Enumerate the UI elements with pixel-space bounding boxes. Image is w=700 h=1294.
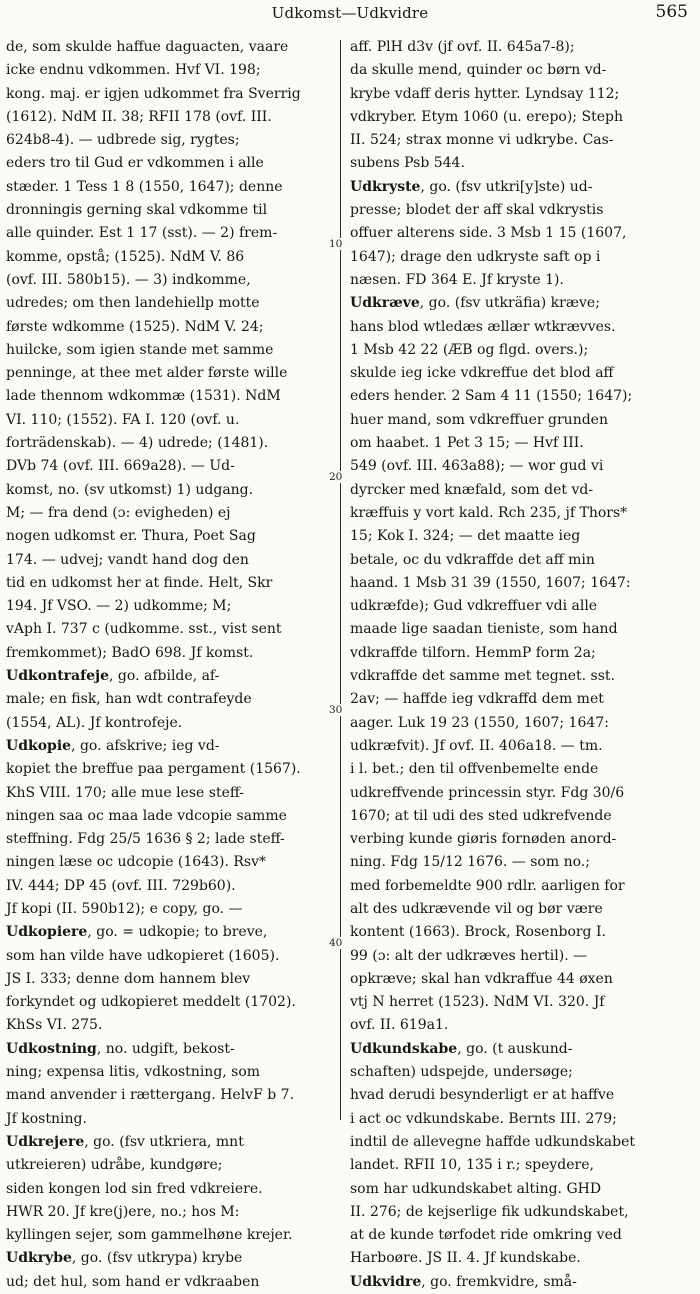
text-line: nogen udkomst er. Thura, Poet Sag	[6, 528, 256, 545]
text-line: fremkommet); BadO 698. Jf komst.	[6, 644, 254, 661]
column-divider	[340, 40, 341, 1120]
text-line: VI. 110; (1552). FA I. 120 (ovf. u.	[6, 411, 240, 428]
text-line: hvad derudi besynderligt er at haffve	[350, 1087, 615, 1104]
text-line: vdkryber. Etym 1060 (u. erepo); Steph	[350, 108, 623, 125]
text-line: Udkrybe, go. (fsv utkrypa) krybe	[6, 1250, 243, 1267]
text-line: M; — fra dend (ɔ: evigheden) ej	[6, 504, 231, 521]
text-line: stæder. 1 Tess 1 8 (1550, 1647); denne	[6, 178, 283, 195]
text-line: 194. Jf VSO. — 2) udkomme; M;	[6, 598, 232, 615]
text-line: komst, no. (sv utkomst) 1) udgang.	[6, 481, 254, 498]
text-line: 99 (ɔ: alt der udkræves hertil). —	[350, 947, 588, 964]
text-line: med forbemeldte 900 rdlr. aarligen for	[350, 877, 625, 894]
text-line: alle quinder. Est 1 17 (sst). — 2) frem-	[6, 225, 278, 242]
text-line: kontent (1663). Brock, Rosenborg I.	[350, 924, 606, 941]
headword: Udkryste	[350, 178, 421, 195]
text-line: (1612). NdM II. 38; RFII 178 (ovf. III.	[6, 108, 272, 125]
left-column	[6, 36, 332, 1290]
text-line: II. 276; de kejserlige fik udkundskabet,	[350, 1203, 629, 1220]
text-line: 624b8-4). — udbrede sig, rygtes;	[6, 132, 240, 149]
text-line: huilcke, som igien stande met samme	[6, 341, 274, 358]
text-line: dronningis gerning skal vdkomme til	[6, 202, 268, 219]
text-line: i l. bet.; den til offvenbemelte ende	[350, 761, 599, 778]
text-line: Jf kostning.	[6, 1110, 87, 1127]
text-line: Udkryste, go. (fsv utkri[y]ste) ud-	[350, 178, 593, 195]
text-line: de, som skulde haffue daguacten, vaare	[6, 39, 289, 55]
text-line: første wdkomme (1525). NdM V. 24;	[6, 318, 264, 335]
text-line: vtj N herret (1523). NdM VI. 320. Jf	[350, 994, 605, 1011]
text-line: IV. 444; DP 45 (ovf. III. 729b60).	[6, 877, 236, 894]
text-line: vdkraffde tilforn. HemmP form 2a;	[350, 644, 596, 661]
headword: Udkundskabe	[350, 1040, 458, 1057]
text-line: haand. 1 Msb 31 39 (1550, 1607; 1647:	[350, 574, 631, 591]
text-line: tid en udkomst her at finde. Helt, Skr	[6, 574, 273, 591]
headword: Udkrybe	[6, 1250, 72, 1267]
text-line: ning; expensa litis, vdkostning, som	[6, 1064, 261, 1081]
text-line: Udkundskabe, go. (t auskund-	[350, 1040, 573, 1057]
text-line: forkyndet og udkopieret meddelt (1702).	[6, 994, 296, 1011]
text-line: ningen saa oc maa lade vdcopie samme	[6, 807, 287, 824]
text-line: huer mand, som vdkreffuer grunden	[350, 411, 608, 428]
text-line: Harboøre. JS II. 4. Jf kundskabe.	[350, 1250, 581, 1267]
text-line: schaften) udspejde, undersøge;	[350, 1064, 573, 1081]
text-line: utkreieren) udråbe, kundgøre;	[6, 1157, 223, 1174]
text-line: udkreffvende princessin styr. Fdg 30/6	[350, 784, 625, 801]
text-line: kopiet the breffue paa pergament (1567).	[6, 761, 301, 778]
text-line: Udkontrafeje, go. afbilde, af-	[6, 668, 220, 685]
text-line: KhSs VI. 275.	[6, 1017, 103, 1034]
text-line: offuer alterens side. 3 Msb 1 15 (1607,	[350, 225, 627, 242]
text-line: mand anvender i rættergang. HelvF b 7.	[6, 1087, 295, 1104]
headword: Udkræve	[350, 295, 420, 312]
text-line: subens Psb 544.	[350, 155, 465, 172]
text-line: krybe vdaff deris hytter. Lyndsay 112;	[350, 85, 620, 102]
text-line: opkræve; skal han vdkraffue 44 øxen	[350, 970, 613, 987]
text-line: ud; det hul, som hand er vdkraaben	[6, 1273, 260, 1290]
text-line: 1670; at til udi des sted udkrefvende	[350, 807, 612, 824]
text-line: aff. PlH d3v (jf ovf. II. 645a7-8);	[350, 39, 575, 55]
text-line: landet. RFII 10, 135 i r.; speydere,	[350, 1157, 594, 1174]
line-number-40: 40	[329, 937, 343, 949]
text-line: da skulle mend, quinder oc børn vd-	[350, 62, 607, 79]
text-line: udredes; om then landehiellp motte	[6, 295, 260, 312]
text-line: 2av; — haffde ieg vdkraffd dem met	[350, 691, 604, 708]
text-line: lade thennom wdkommæ (1531). NdM	[6, 388, 281, 405]
text-line: presse; blodet der aff skal vdkrystis	[350, 202, 604, 219]
text-line: Udkopiere, go. = udkopie; to breve,	[6, 924, 268, 941]
text-line: verbing kunde giøris fornøden anord-	[350, 831, 617, 848]
text-line: kong. maj. er igjen udkommet fra Sverrig	[6, 85, 301, 102]
text-line: vAph I. 737 c (udkomme. sst., vist sent	[6, 621, 282, 638]
text-line: i act oc vdkundskabe. Bernts III. 279;	[350, 1110, 617, 1127]
text-line: Udkrejere, go. (fsv utkriera, mnt	[6, 1133, 244, 1150]
headword: Udkostning	[6, 1040, 97, 1057]
text-line: Jf kopi (II. 590b12); e copy, go. —	[6, 900, 243, 917]
text-line: kyllingen sejer, som gammelhøne krejer.	[6, 1227, 293, 1244]
text-line: 1647); drage den udkryste saft op i	[350, 248, 601, 265]
text-line: skulde ieg icke vdkreffue det blod aff	[350, 365, 614, 382]
text-line: alt des udkrævende vil og bør være	[350, 900, 603, 917]
text-line: Udkvidre, go. fremkvidre, små-	[350, 1273, 577, 1290]
text-line: Udkræve, go. (fsv utkräfia) kræve;	[350, 295, 600, 312]
text-line: icke endnu vdkommen. Hvf VI. 198;	[6, 62, 261, 79]
text-line: næsen. FD 364 E. Jf kryste 1).	[350, 271, 564, 288]
text-line: male; en fisk, han wdt contrafeyde	[6, 691, 252, 708]
line-number-20: 20	[329, 471, 343, 483]
text-line: udkræfvit). Jf ovf. II. 406a18. — tm.	[350, 737, 603, 754]
text-line: forträdenskab). — 4) udrede; (1481).	[6, 435, 269, 452]
text-line: aager. Luk 19 23 (1550, 1607; 1647:	[350, 714, 609, 731]
headword: Udkopie	[6, 737, 72, 754]
text-line: HWR 20. Jf kre(j)ere, no.; hos M:	[6, 1203, 240, 1220]
text-line: eders hender. 2 Sam 4 11 (1550; 1647);	[350, 388, 633, 405]
headword: Udkrejere	[6, 1133, 85, 1150]
running-title: Udkomst—Udkvidre	[271, 4, 429, 22]
headword: Udkvidre	[350, 1273, 422, 1290]
page-header	[0, 0, 700, 30]
right-column	[350, 36, 692, 1290]
text-line: betale, oc du vdkraffde det aff min	[350, 551, 595, 568]
headword: Udkopiere	[6, 924, 88, 941]
text-line: penninge, at thee met alder første wille	[6, 365, 288, 382]
text-line: Udkostning, no. udgift, bekost-	[6, 1040, 235, 1057]
text-line: kræffuis y vort kald. Rch 235, jf Thors*	[350, 504, 628, 521]
text-line: 549 (ovf. III. 463a88); — wor gud vi	[350, 458, 604, 475]
text-line: KhS VIII. 170; alle mue lese steff-	[6, 784, 245, 801]
text-line: Udkopie, go. afskrive; ieg vd-	[6, 737, 220, 754]
text-line: indtil de allevegne haffde udkundskabet	[350, 1133, 636, 1150]
text-line: som han vilde have udkopieret (1605).	[6, 947, 280, 964]
text-line: ningen læse oc udcopie (1643). Rsv*	[6, 854, 267, 871]
line-number-30: 30	[329, 704, 343, 716]
text-line: vdkraffde det samme met tegnet. sst.	[350, 668, 615, 685]
text-line: siden kongen lod sin fred vdkreiere.	[6, 1180, 263, 1197]
text-line: ovf. II. 619a1.	[350, 1017, 449, 1034]
text-line: komme, opstå; (1525). NdM V. 86	[6, 248, 245, 265]
text-line: DVb 74 (ovf. III. 669a28). — Ud-	[6, 458, 235, 475]
text-line: 15; Kok I. 324; — det maatte ieg	[350, 528, 581, 545]
text-line: 1 Msb 42 22 (ÆB og flgd. overs.);	[350, 341, 589, 358]
text-line: (1554, AL). Jf kontrofeje.	[6, 714, 183, 731]
text-line: eders tro til Gud er vdkommen i alle	[6, 155, 264, 172]
text-line: som har udkundskabet alting. GHD	[350, 1180, 602, 1197]
text-line: hans blod wtledæs ællær wtkrævves.	[350, 318, 616, 335]
text-line: dyrcker med knæfald, som det vd-	[350, 481, 594, 498]
text-line: II. 524; strax monne vi udkrybe. Cas-	[350, 132, 614, 149]
text-line: udkræfde); Gud vdkreffuer vdi alle	[350, 598, 598, 615]
text-line: om haabet. 1 Pet 3 15; — Hvf III.	[350, 435, 584, 452]
text-line: steffning. Fdg 25/5 1636 § 2; lade steff-	[6, 831, 285, 848]
text-line: 174. — udvej; vandt hand dog den	[6, 551, 249, 568]
text-line: JS I. 333; denne dom hannem blev	[6, 970, 251, 987]
page-number: 565	[655, 2, 688, 22]
text-line: maade lige saadan tieniste, som hand	[350, 621, 618, 638]
line-number-10: 10	[329, 238, 343, 250]
text-line: at de kunde tørfodet ride omkring ved	[350, 1227, 622, 1244]
text-line: ning. Fdg 15/12 1676. — som no.;	[350, 854, 590, 871]
headword: Udkontrafeje	[6, 668, 110, 685]
text-line: (ovf. III. 580b15). — 3) indkomme,	[6, 271, 251, 288]
